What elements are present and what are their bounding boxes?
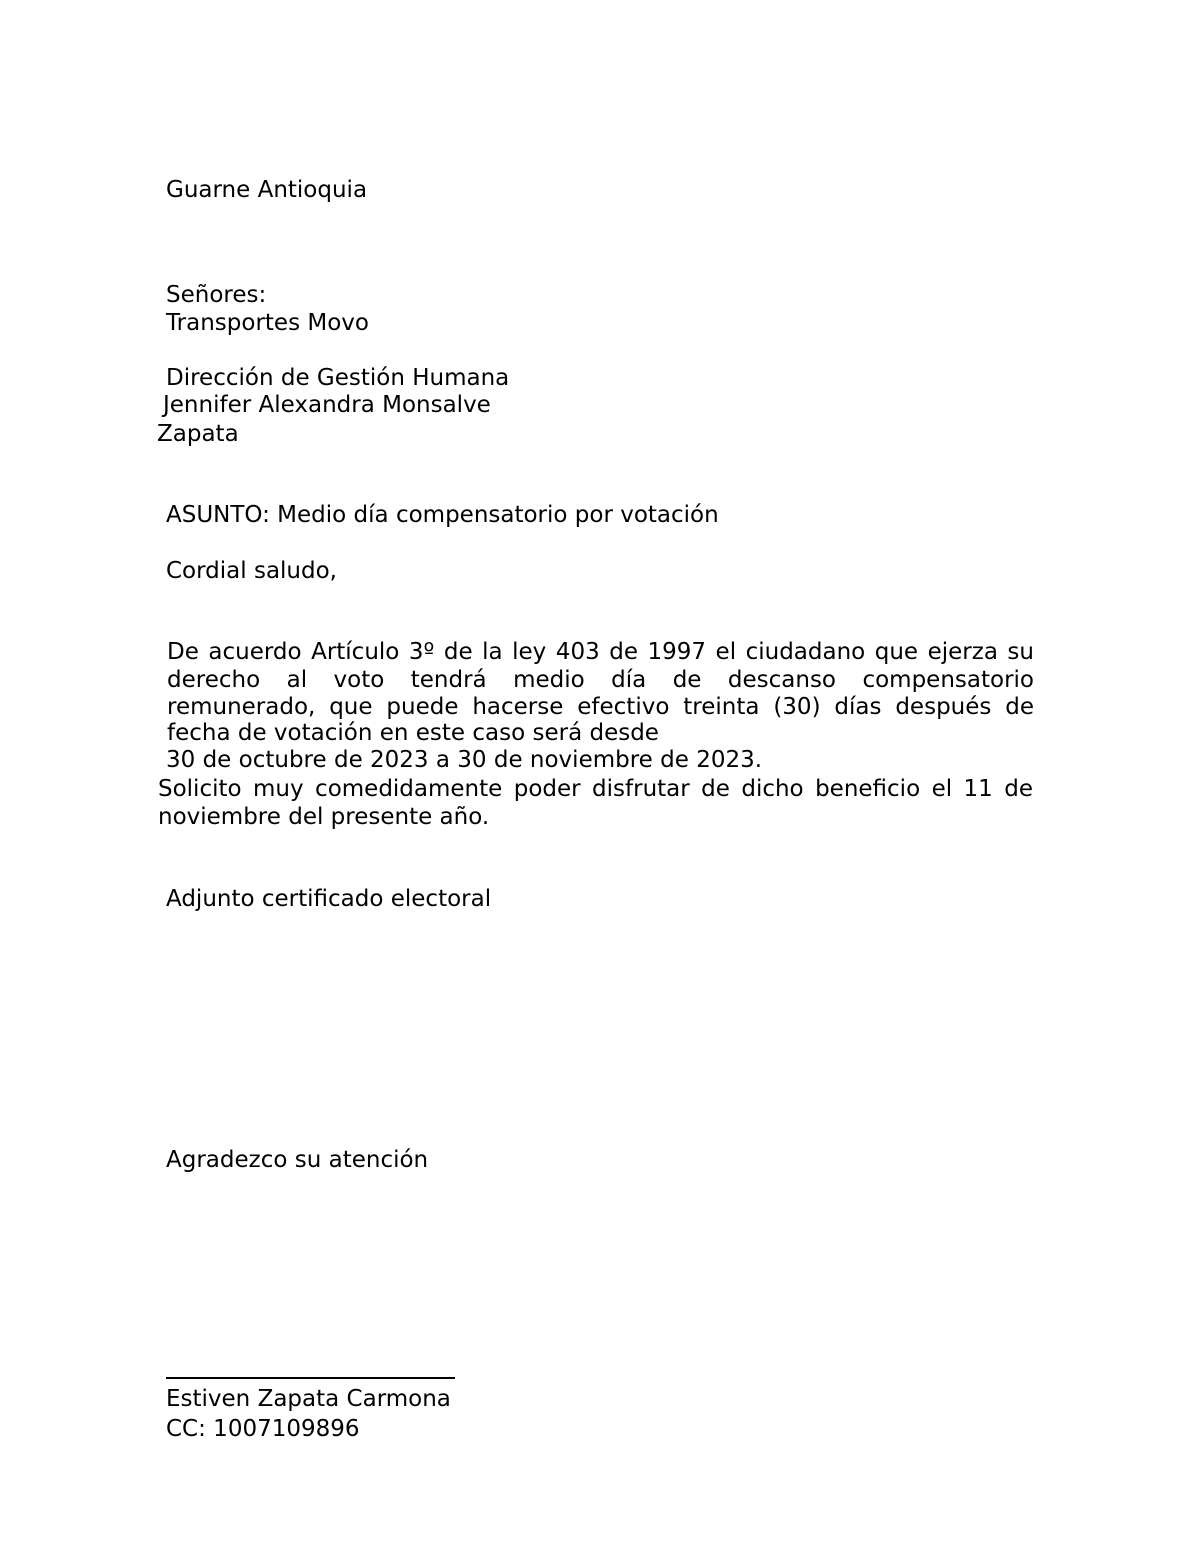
place-line: Guarne Antioquia xyxy=(166,177,368,203)
signer-id: CC: 1007109896 xyxy=(166,1416,360,1442)
body-line-1: De acuerdo Artículo 3º de la ley 403 de 1997 el ciudadano que ejerza su xyxy=(167,639,1034,665)
attachment-line: Adjunto certificado electoral xyxy=(166,886,492,912)
body-line-5: 30 de octubre de 2023 a 30 de noviembre de 2023. xyxy=(166,747,763,773)
greeting-line: Cordial saludo, xyxy=(166,558,337,584)
closing-line: Agradezco su atención xyxy=(166,1147,429,1173)
body-line-6: Solicito muy comedidamente poder disfrutar de dicho beneficio el 11 de xyxy=(158,776,1033,802)
body-line-3: remunerado, que puede hacerse efectivo treinta (30) días después de xyxy=(167,694,1034,720)
department-name: Dirección de Gestión Humana xyxy=(166,365,510,391)
body-line-2: derecho al voto tendrá medio día de descanso compensatorio xyxy=(167,667,1034,693)
body-line-7: noviembre del presente año. xyxy=(158,804,490,830)
signer-name: Estiven Zapata Carmona xyxy=(166,1386,451,1412)
company-name: Transportes Movo xyxy=(166,310,369,336)
recipient-name: Jennifer Alexandra Monsalve xyxy=(163,392,491,418)
subject-line: ASUNTO: Medio día compensatorio por votación xyxy=(166,502,719,528)
recipient-name-continued: Zapata xyxy=(157,421,239,447)
salutation-to: Señores: xyxy=(166,282,267,308)
signature-line xyxy=(166,1377,455,1379)
body-line-4: fecha de votación en este caso será desde xyxy=(167,720,659,746)
